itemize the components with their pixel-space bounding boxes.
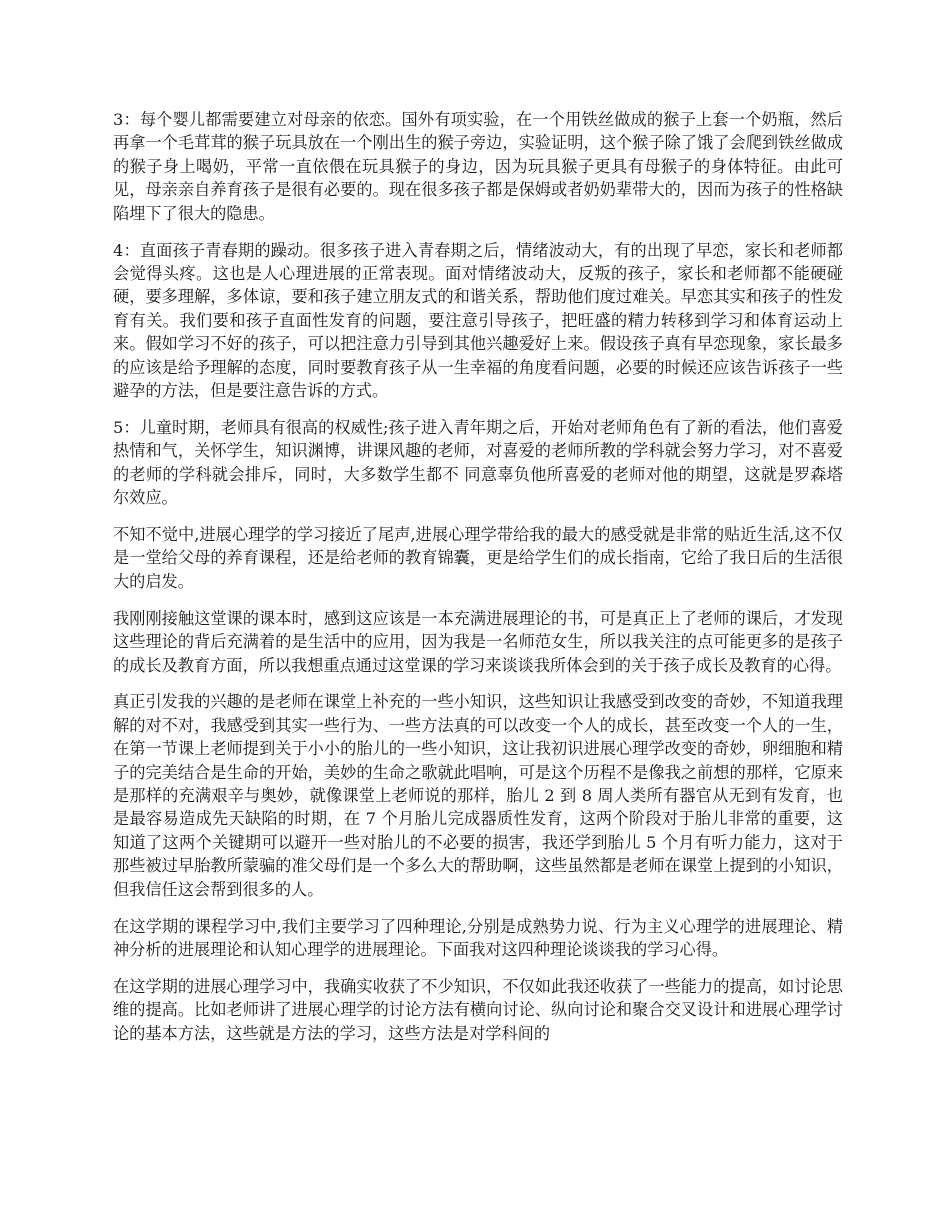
paragraph-fetal-knowledge: 真正引发我的兴趣的是老师在课堂上补充的一些小知识，这些知识让我感受到改变的奇妙，不知道我理解的对不对，我感受到其实一些行为、一些方法真的可以改变一个人的成长，甚至改变一个人的一生，在第一节课上老师提到关于小小的胎儿的一些小知识，这让我初识进展心理学改变的奇妙，卵细胞和精子的完美结合是生命的开始，美妙的生命之歌就此唱响，可是这个历程不是像我之前想的那样，它原来是那样的充满艰辛与奥妙，就像课堂上老师说的那样，胎儿 2 到 8 周人类所有器官从无到有发育，也是最容易造成先天缺陷的时期，在 7 个月胎儿完成器质性发育，这两个阶段对于胎儿非常的重要，这知道了这两个关键期可以避开一些对胎儿的不必要的损害，我还学到胎儿 5 个月有听力能力，这对于那些被过早胎教所蒙骗的准父母们是一个多么大的帮助啊，这些虽然都是老师在课堂上提到的小知识，但我信任这会帮到很多的人。 bbox=[113, 692, 843, 899]
paragraph-four-theories: 在这学期的课程学习中,我们主要学习了四种理论,分别是成熟势力说、行为主义心理学的进展理论、精神分析的进展理论和认知心理学的进展理论。下面我对这四种理论谈谈我的学习心得。 bbox=[113, 916, 843, 959]
paragraph-item-3-attachment: 3：每个婴儿都需要建立对母亲的依恋。国外有项实验，在一个用铁丝做成的猴子上套一个奶瓶，然后再拿一个毛茸茸的猴子玩具放在一个刚出生的猴子旁边，实验证明，这个猴子除了饿了会爬到铁丝做成的猴子身上喝奶，平常一直依偎在玩具猴子的身边，因为玩具猴子更具有母猴子的身体特征。由此可见，母亲亲自养育孩子是很有必要的。现在很多孩子都是保姆或者奶奶辈带大的，因而为孩子的性格缺陷埋下了很大的隐患。 bbox=[113, 110, 843, 223]
document-page bbox=[113, 108, 843, 1059]
paragraph-course-ending: 不知不觉中,进展心理学的学习接近了尾声,进展心理学带给我的最大的感受就是非常的贴近生活,这不仅是一堂给父母的养育课程，还是给老师的教育锦囊，更是给学生们的成长指南，它给了我日后的生活很大的启发。 bbox=[113, 525, 843, 591]
paragraph-first-impression: 我刚刚接触这堂课的课本时，感到这应该是一本充满进展理论的书，可是真正上了老师的课后，才发现这些理论的背后充满着的是生活中的应用，因为我是一名师范女生，所以我关注的点可能更多的是孩子的成长及教育方面，所以我想重点通过这堂课的学习来谈谈我所体会到的关于孩子成长及教育的心得。 bbox=[113, 608, 843, 675]
paragraph-item-5-rosenthal-effect: 5：儿童时期，老师具有很高的权威性;孩子进入青年期之后，开始对老师角色有了新的看法，他们喜爱热情和气，关怀学生，知识渊博，讲课风趣的老师，对喜爱的老师所教的学科就会努力学习，对不喜爱的老师的学科就会排斥，同时，大多数学生都不 同意辜负他所喜爱的老师对他的期望，这就是罗森塔尔效应。 bbox=[113, 417, 843, 508]
paragraph-research-methods: 在这学期的进展心理学习中，我确实收获了不少知识，不仅如此我还收获了一些能力的提高，如讨论思维的提高。比如老师讲了进展心理学的讨论方法有横向讨论、纵向讨论和聚合交叉设计和进展心理学讨论的基本方法，这些就是方法的学习，这些方法是对学科间的 bbox=[113, 976, 843, 1043]
paragraph-item-4-adolescence: 4：直面孩子青春期的躁动。很多孩子进入青春期之后，情绪波动大，有的出现了早恋，家长和老师都会觉得头疼。这也是人心理进展的正常表现。面对情绪波动大，反叛的孩子，家长和老师都不能硬碰硬，要多理解，多体谅，要和孩子建立朋友式的和谐关系，帮助他们度过难关。早恋其实和孩子的性发育有关。我们要和孩子直面性发育的问题，要注意引导孩子，把旺盛的精力转移到学习和体育运动上来。假如学习不好的孩子，可以把注意力引导到其他兴趣爱好上来。假设孩子真有早恋现象，家长最多的应该是给予理解的态度，同时要教育孩子从一生幸福的角度看问题，必要的时候还应该告诉孩子一些避孕的方法，但是要注意告诉的方式。 bbox=[113, 240, 843, 400]
